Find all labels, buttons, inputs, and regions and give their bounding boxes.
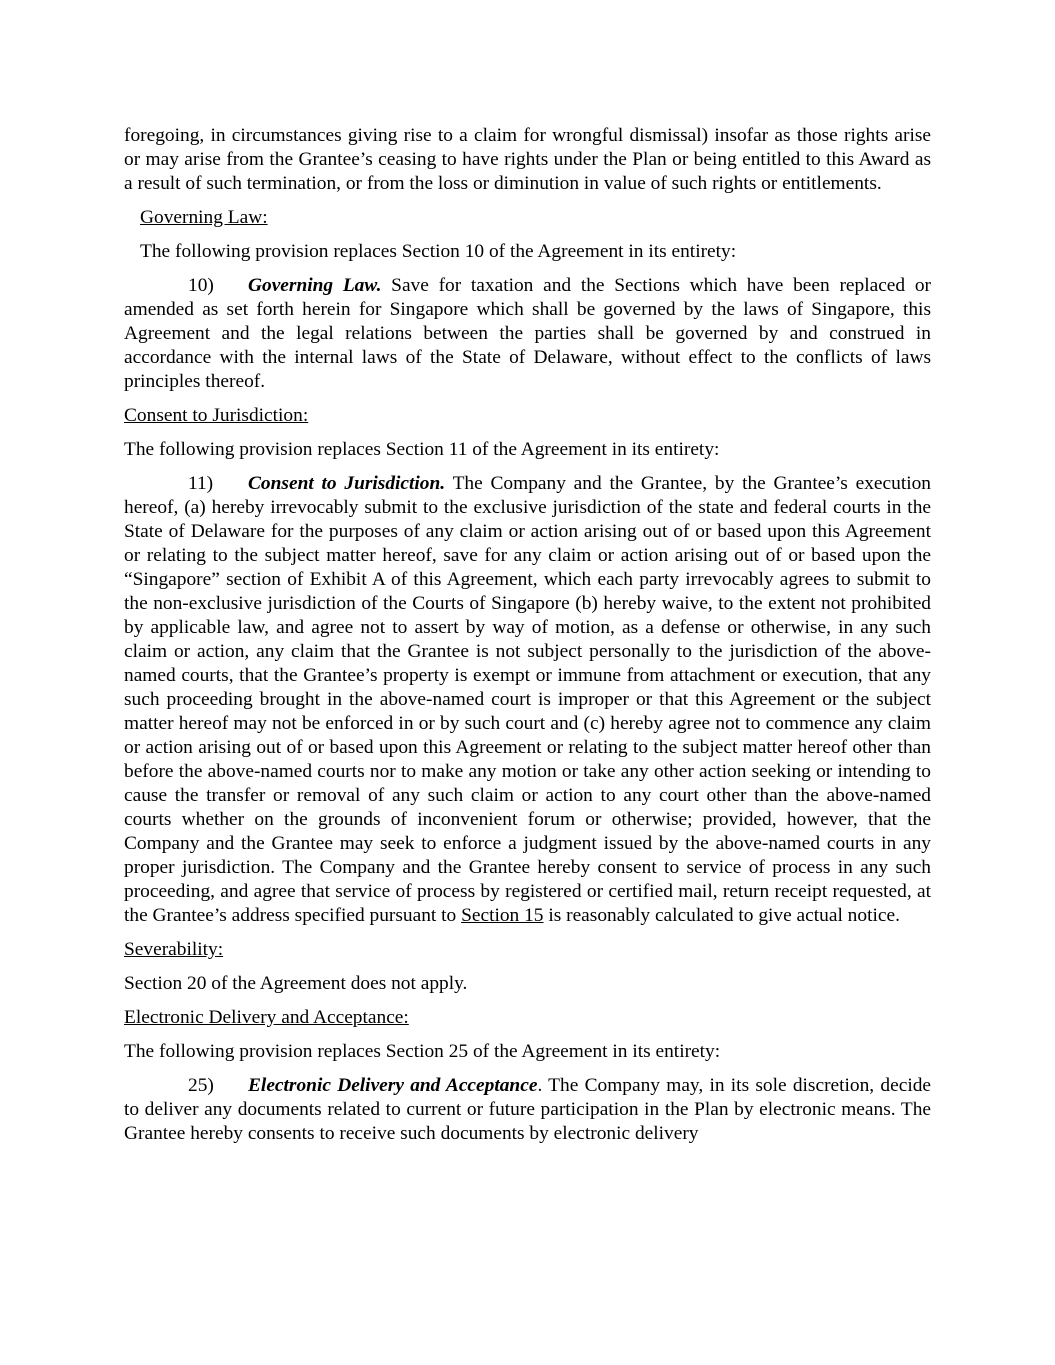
section-body: Save for taxation and the Sections which have been replaced or amended as set forth herein for Singapore which shall be governed by the laws of Singapore, this Agreement and the legal relations between the parties shall be governed by and construed in accordance with the internal laws of the State of Delaware, without effect to the conflicts of laws principles thereof. [124, 275, 931, 392]
electronic-delivery-heading: Electronic Delivery and Acceptance: [124, 1007, 409, 1028]
governing-law-intro: The following provision replaces Section 10 of the Agreement in its entirety: [140, 241, 737, 262]
severability-text: Section 20 of the Agreement does not apply. [124, 973, 468, 994]
section-number: 11) [188, 473, 214, 494]
governing-law-section [124, 274, 931, 394]
section-body-end: is reasonably calculated to give actual notice. [543, 905, 900, 926]
section-body: . The Company may, in its sole discretion, decide to deliver any documents related to current or future participation in the Plan by electronic means. The Grantee hereby consents to receive such documents by electronic delivery [124, 1075, 932, 1144]
section-body: The Company and the Grantee, by the Grantee’s execution hereof, (a) hereby irrevocably submit to the exclusive jurisdiction of the state and federal courts in the State of Delaware for the purposes of any claim or action arising out of or based upon this Agreement or relating to the subject matter hereof, save for any claim or action arising out of or based upon the “Singapore” section of Exhibit A of this Agreement, which each party irrevocably agrees to submit to the non-exclusive jurisdiction of the Courts of Singapore (b) hereby waive, to the extent not prohibited by applicable law, and agree not to assert by way of motion, as a defense or otherwise, in any such claim or action, any claim that the Grantee is not subject personally to the jurisdiction of the above-named courts, that the Grantee’s property is exempt or immune from attachment or execution, that any such proceeding brought in the above-named court is improper or that this Agreement or the subject matter hereof may not be enforced in or by such court and (c) hereby agree not to commence any claim or action arising out of or based upon this Agreement or relating to the subject matter hereof other than before the above-named courts nor to make any motion or take any other action seeking or intending to cause the transfer or removal of any such claim or action to any court other than the above-named courts whether on the grounds of inconvenient forum or otherwise; provided, however, that the Company and the Grantee may seek to enforce a judgment issued by the above-named courts in any proper jurisdiction. The Company and the Grantee hereby consent to service of process in any such proceeding, and agree that service of process by registered or certified mail, return receipt requested, at the Grantee’s address specified pursuant to [124, 473, 932, 926]
electronic-delivery-intro: The following provision replaces Section 25 of the Agreement in its entirety: [124, 1041, 721, 1062]
continued-paragraph: foregoing, in circumstances giving rise to a claim for wrongful dismissal) insofar as those rights arise or may arise from the Grantee’s ceasing to have rights under the Plan or being entitled to this Award as a result of such termination, or from the loss or diminution in value of such rights or entitlements. [124, 125, 931, 194]
section-title: Electronic Delivery and Acceptance [248, 1075, 538, 1096]
severability-heading: Severability: [124, 939, 224, 960]
jurisdiction-section [124, 472, 931, 928]
jurisdiction-heading: Consent to Jurisdiction: [124, 405, 309, 426]
section-title: Consent to Jurisdiction. [248, 473, 446, 494]
section-15-link[interactable]: Section 15 [461, 905, 544, 926]
governing-law-heading: Governing Law: [140, 207, 268, 228]
document-page [124, 124, 931, 1156]
electronic-delivery-section [124, 1074, 931, 1146]
section-title: Governing Law. [248, 275, 382, 296]
jurisdiction-intro: The following provision replaces Section 11 of the Agreement in its entirety: [124, 439, 720, 460]
section-number: 25) [188, 1075, 214, 1096]
section-number: 10) [188, 275, 214, 296]
